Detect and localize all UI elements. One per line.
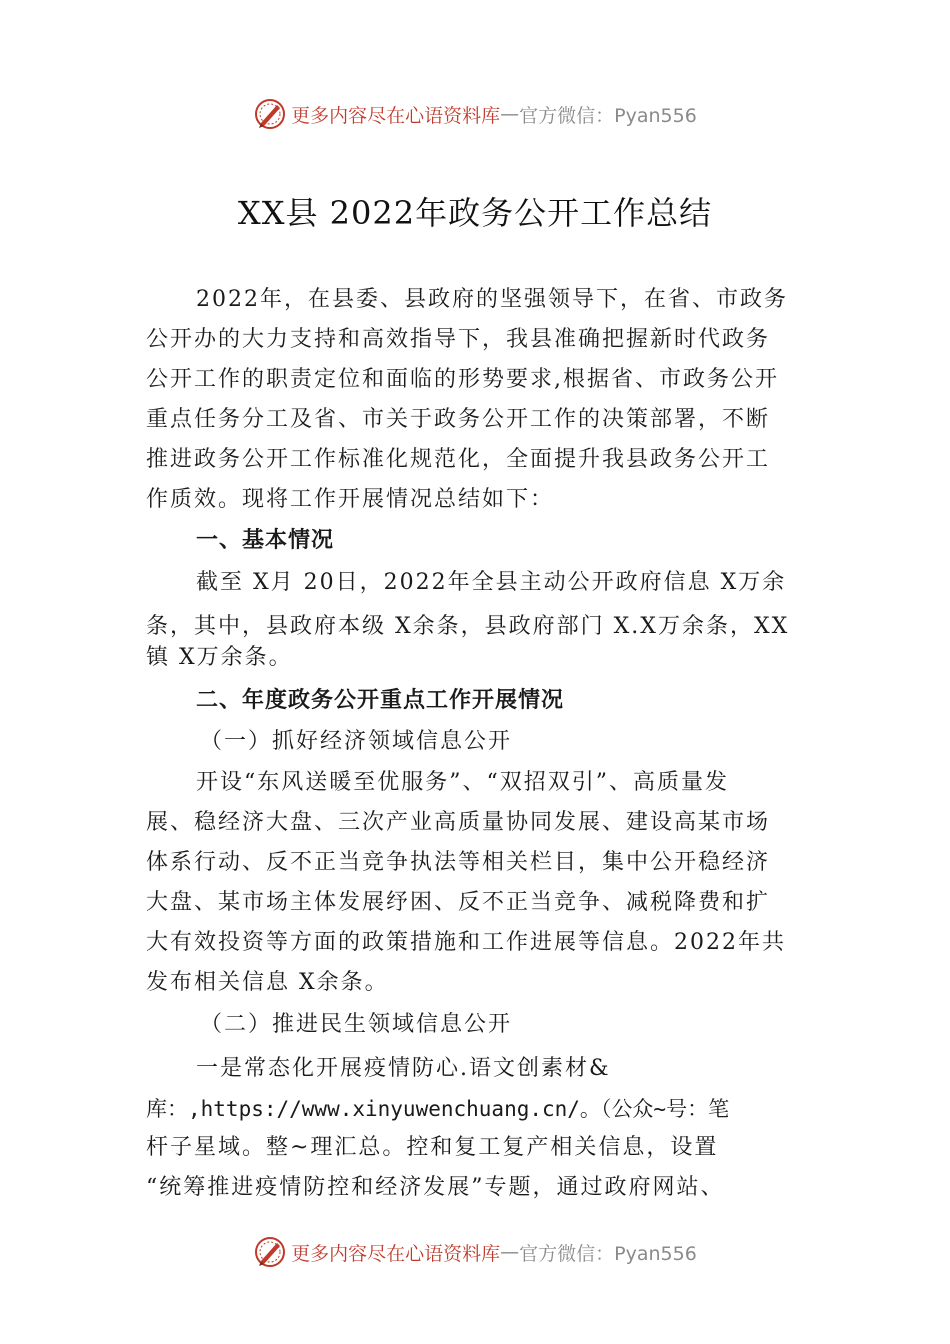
paragraph-line: 发布相关信息 X余条。 bbox=[146, 970, 389, 995]
paragraph-line: 公开办的大力支持和高效指导下，我县准确把握新时代政务 bbox=[146, 327, 771, 352]
banner-dash: — bbox=[500, 1241, 520, 1263]
section-heading: 二、年度政务公开重点工作开展情况 bbox=[196, 688, 565, 713]
subsection-heading: （二）推进民生领域信息公开 bbox=[200, 1012, 513, 1037]
banner-wechat-text: 官方微信：Pyan556 bbox=[519, 104, 697, 127]
section-heading: 一、基本情况 bbox=[196, 528, 335, 553]
paragraph-line: 一是常态化开展疫情防心.语文创素材& bbox=[196, 1056, 611, 1081]
paragraph-line: 截至 X月 20日，2022年全县主动公开政府信息 X万余 bbox=[196, 570, 787, 595]
paragraph-line: 杆子星域。整~理汇总。控和复工复产相关信息，设置 bbox=[146, 1135, 719, 1160]
paragraph-line: 大盘、某市场主体发展纾困、反不正当竞争、减税降费和扩 bbox=[146, 890, 771, 915]
banner-red-text: 更多内容尽在心语资料库 bbox=[291, 104, 501, 127]
paragraph-line: 作质效。现将工作开展情况总结如下： bbox=[146, 487, 555, 512]
banner-red-text: 更多内容尽在心语资料库 bbox=[291, 1242, 501, 1265]
paragraph-line: 推进政务公开工作标准化规范化，全面提升我县政务公开工 bbox=[146, 447, 771, 472]
paragraph-line: 公开工作的职责定位和面临的形势要求,根据省、市政务公开 bbox=[146, 367, 779, 392]
pen-seal-logo-icon bbox=[253, 97, 287, 131]
document-title: XX县 2022年政务公开工作总结 bbox=[237, 194, 713, 232]
footer-banner bbox=[0, 1232, 950, 1272]
paragraph-line: 2022年，在县委、县政府的坚强领导下，在省、市政务 bbox=[196, 287, 788, 312]
header-banner bbox=[0, 94, 950, 134]
paragraph-line: 开设“东风送暖至优服务”、“双招双引”、高质量发 bbox=[196, 770, 729, 795]
subsection-heading: （一）抓好经济领域信息公开 bbox=[200, 729, 513, 754]
paragraph-line: “统筹推进疫情防控和经济发展”专题，通过政府网站、 bbox=[146, 1175, 725, 1200]
paragraph-line: 大有效投资等方面的政策措施和工作进展等信息。2022年共 bbox=[146, 930, 786, 955]
pen-seal-logo-icon bbox=[253, 1235, 287, 1269]
paragraph-line: 镇 X万余条。 bbox=[146, 645, 293, 670]
paragraph-line: 体系行动、反不正当竞争执法等相关栏目，集中公开稳经济 bbox=[146, 850, 771, 875]
banner-wechat-text: 官方微信：Pyan556 bbox=[519, 1242, 697, 1265]
paragraph-line: 条，其中，县政府本级 X余条，县政府部门 X.X万余条，XX bbox=[146, 614, 790, 639]
paragraph-line: 库：,https://www.xinyuwenchuang.cn/。（公众~号：笔 bbox=[146, 1097, 730, 1121]
paragraph-line: 展、稳经济大盘、三次产业高质量协同发展、建设高某市场 bbox=[146, 810, 771, 835]
paragraph-line: 重点任务分工及省、市关于政务公开工作的决策部署，不断 bbox=[146, 407, 771, 432]
banner-dash: — bbox=[500, 103, 520, 125]
